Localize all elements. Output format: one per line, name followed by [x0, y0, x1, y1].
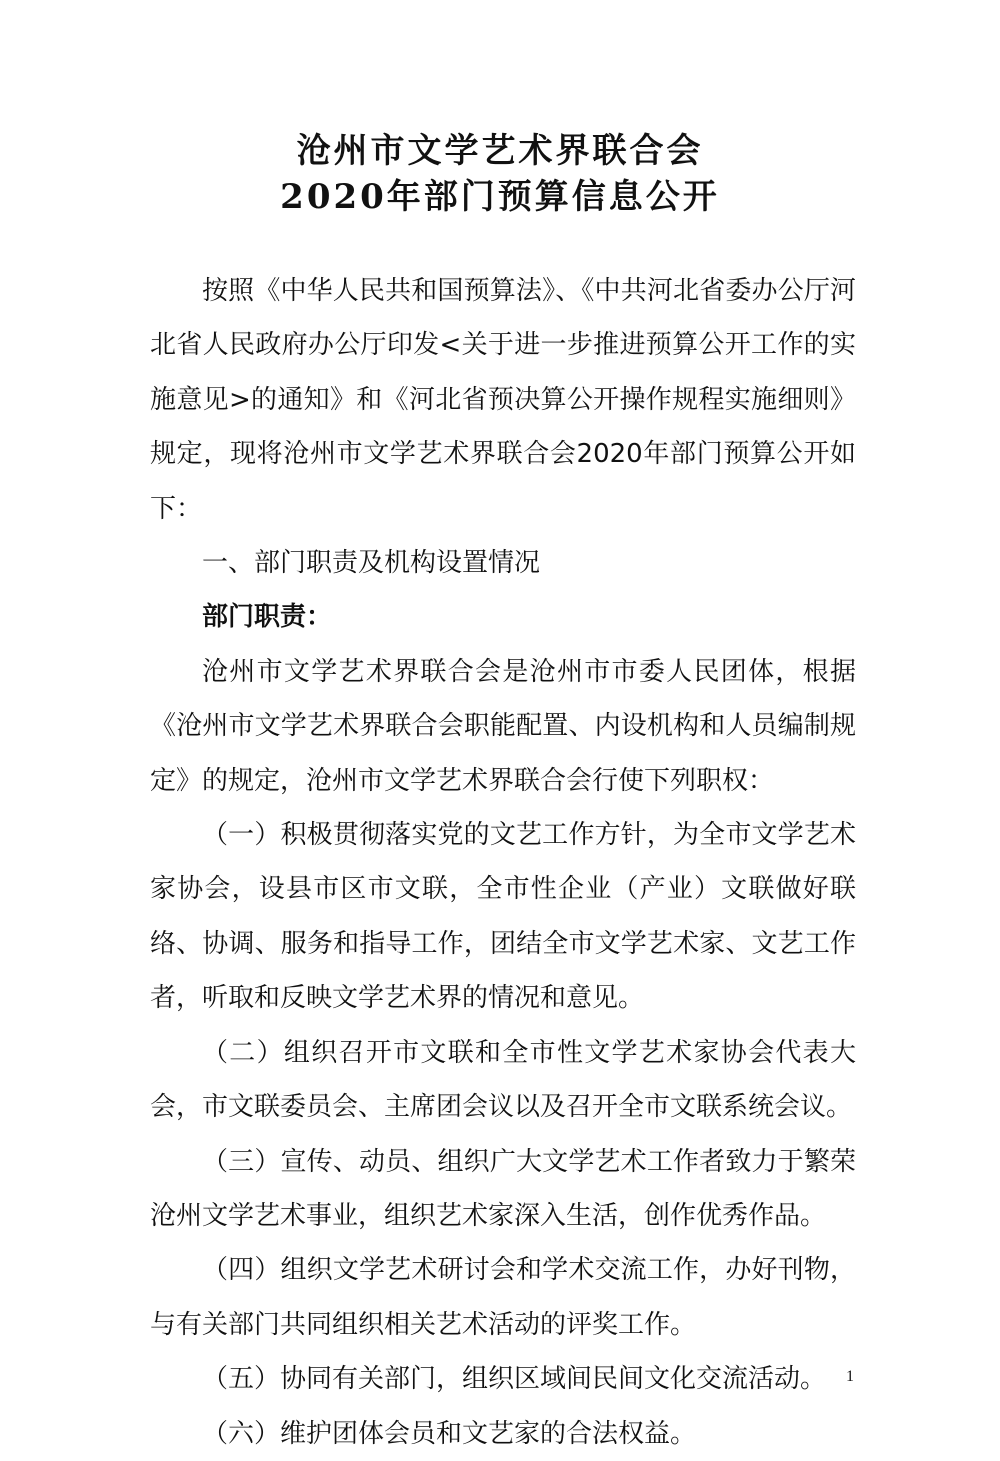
- duties-intro-paragraph: 沧州市文学艺术界联合会是沧州市市委人民团体，根据《沧州市文学艺术界联合会职能配置、内设机构和人员编制规定》的规定，沧州市文学艺术界联合会行使下列职权：: [150, 656, 856, 796]
- intro-paragraph: 按照《中华人民共和国预算法》、《中共河北省委办公厅河北省人民政府办公厅印发<关于进一步推进预算公开工作的实施意见>的通知》和《河北省预决算公开操作规程实施细则》规定，现将沧州市文学艺术界联合会2020年部门预算公开如下：: [150, 276, 856, 524]
- document-title-line-2: 2020年部门预算信息公开: [280, 177, 720, 217]
- duty-item-2: （二）组织召开市文联和全市性文学艺术家协会代表大会，市文联委员会、主席团会议以及召开全市文联系统会议。: [150, 1037, 856, 1123]
- duty-item-5: （五）协同有关部门，组织区域间民间文化交流活动。: [202, 1364, 827, 1395]
- duty-item-1: （一）积极贯彻落实党的文艺工作方针，为全市文学艺术家协会，设县市区市文联，全市性企业（产业）文联做好联络、协调、服务和指导工作，团结全市文学艺术家、文艺工作者，听取和反映文学艺术界的情况和意见。: [150, 820, 856, 1014]
- document-body: [150, 264, 856, 1461]
- subsection-heading: 部门职责：: [202, 602, 333, 633]
- page-number: 1: [846, 1368, 854, 1385]
- document-title-line-1: 沧州市文学艺术界联合会: [296, 131, 704, 171]
- duty-item-4: （四）组织文学艺术研讨会和学术交流工作，办好刊物，与有关部门共同组织相关艺术活动的评奖工作。: [150, 1255, 856, 1340]
- section-heading: 一、部门职责及机构设置情况: [202, 548, 541, 579]
- duty-item-6: （六）维护团体会员和文艺家的合法权益。: [202, 1418, 697, 1449]
- duty-item-3: （三）宣传、动员、组织广大文学艺术工作者致力于繁荣沧州文学艺术事业，组织艺术家深入生活，创作优秀作品。: [150, 1146, 856, 1231]
